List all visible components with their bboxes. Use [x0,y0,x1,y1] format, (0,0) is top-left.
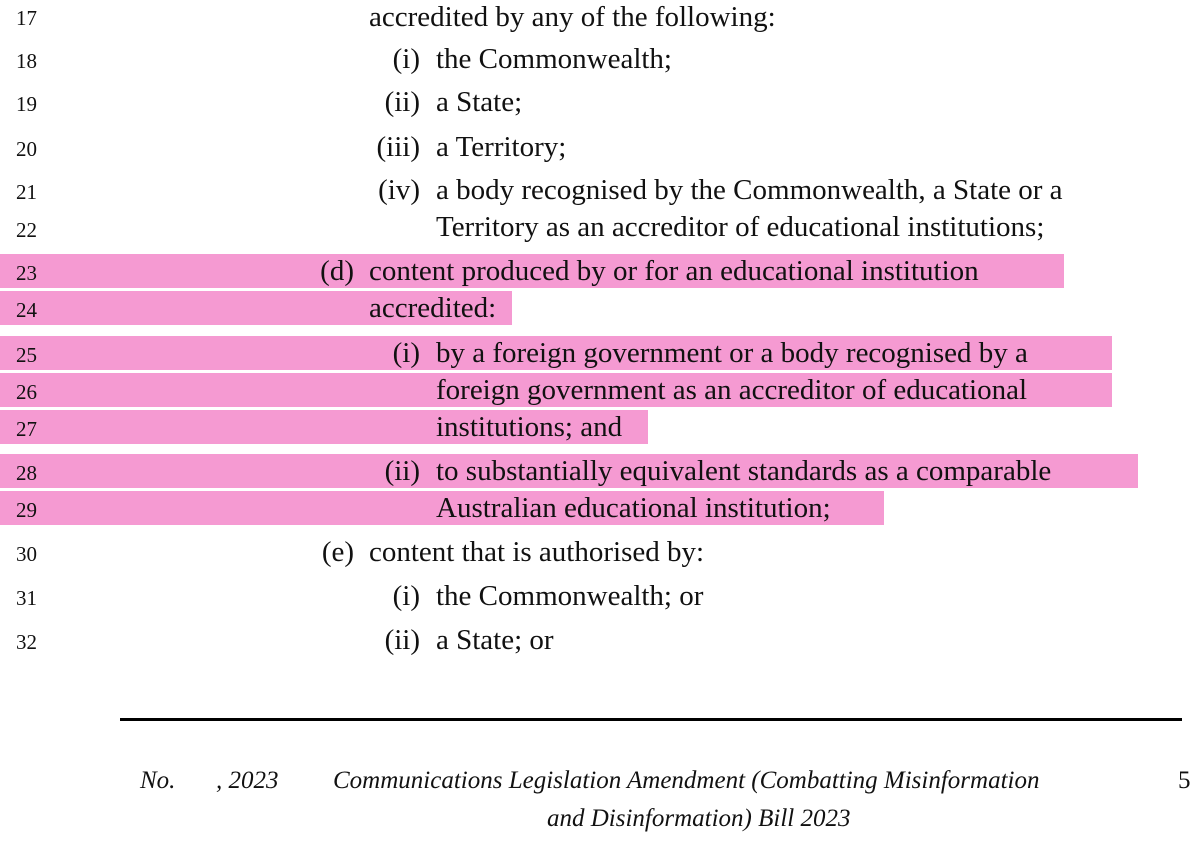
provision-text: the Commonwealth; or [436,580,704,612]
line-number: 25 [16,343,37,367]
provision-text: a Territory; [436,131,567,163]
line-number: 24 [16,298,37,322]
footer-title-line2: and Disinformation) Bill 2023 [547,805,851,832]
provision-text: Australian educational institution; [436,492,831,524]
subparagraph-label: (ii) [384,624,420,656]
line-number: 30 [16,542,37,566]
footer-rule [120,718,1182,721]
provision-text: foreign government as an accreditor of educational [436,374,1028,406]
subparagraph-label: (ii) [384,455,420,487]
line-number: 21 [16,180,37,204]
line-number: 31 [16,586,37,610]
line-number: 32 [16,630,37,654]
line-number: 20 [16,137,37,161]
line-number: 29 [16,498,37,522]
provision-text: accredited by any of the following: [369,1,776,33]
provision-text: a State; or [436,624,554,656]
subparagraph-label: (i) [392,580,420,612]
provision-text: content produced by or for an educational institution [369,255,979,287]
paragraph-label: (d) [320,255,354,287]
provision-text: a body recognised by the Commonwealth, a State or a [436,174,1063,206]
provision-text: to substantially equivalent standards as a comparable [436,455,1052,487]
provision-text: accredited: [369,292,497,324]
provision-text: Territory as an accreditor of educational institutions; [436,211,1045,243]
line-number: 18 [16,49,37,73]
page-number: 5 [1178,767,1191,794]
footer-title-line1: Communications Legislation Amendment (Combatting Misinformation [333,767,1040,794]
provision-text: a State; [436,86,523,118]
line-number: 19 [16,92,37,116]
line-number: 17 [16,6,37,30]
subparagraph-label: (iv) [378,174,420,206]
line-number: 26 [16,380,37,404]
subparagraph-label: (i) [392,337,420,369]
line-number: 28 [16,461,37,485]
provision-text: content that is authorised by: [369,536,705,568]
subparagraph-label: (i) [392,43,420,75]
line-number: 22 [16,218,37,242]
subparagraph-label: (iii) [376,131,420,163]
footer-bill-number: No. [140,767,176,794]
provision-text: institutions; and [436,411,623,443]
subparagraph-label: (ii) [384,86,420,118]
provision-text: the Commonwealth; [436,43,672,75]
footer-year: , 2023 [216,767,279,794]
line-number: 23 [16,261,37,285]
provision-text: by a foreign government or a body recognised by a [436,337,1028,369]
line-number: 27 [16,417,37,441]
paragraph-label: (e) [321,536,354,568]
